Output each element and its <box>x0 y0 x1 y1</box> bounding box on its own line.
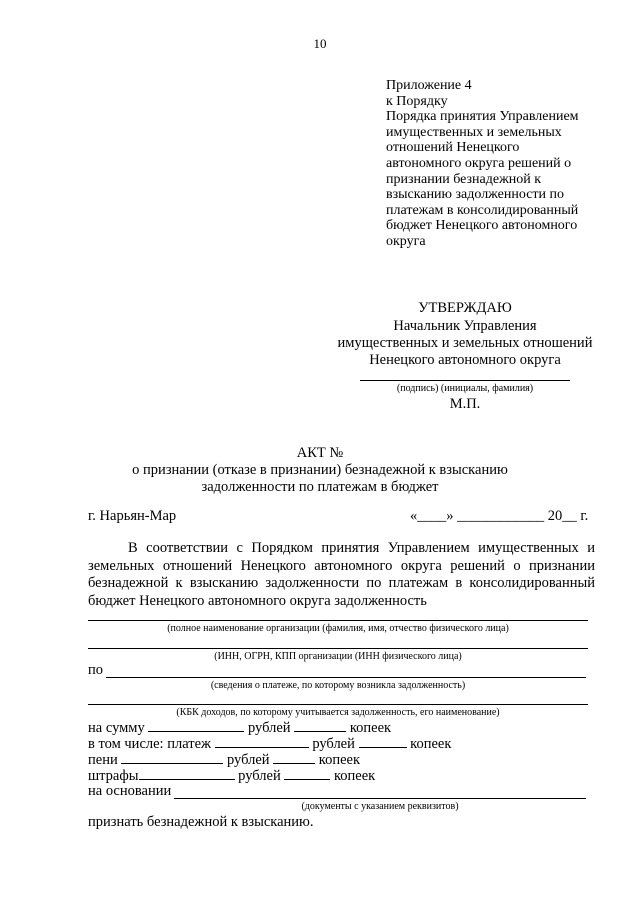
approve-department: имущественных и земельных отношений <box>337 335 593 351</box>
sum-row <box>88 719 391 736</box>
appendix-line: взысканию задолженности по <box>386 187 565 203</box>
kbk-line <box>88 704 588 705</box>
conclusion: признать безнадежной к взысканию. <box>88 814 314 830</box>
kop-label: копеек <box>349 720 392 736</box>
penalty-label: пени <box>88 752 118 768</box>
incl-payment-label: в том числе: платеж <box>88 736 212 752</box>
penalty-rub-field <box>121 751 223 764</box>
approve-title: УТВЕРЖДАЮ <box>418 300 512 316</box>
appendix-line: Порядка принятия Управлением <box>386 109 579 125</box>
payment-caption: (сведения о платеже, по которому возникла задолженность) <box>210 680 466 691</box>
signature-caption: (подпись) (инициалы, фамилия) <box>396 383 534 394</box>
appendix-line: к Порядку <box>386 93 448 109</box>
appendix-line: автономного округа решений о <box>386 155 572 171</box>
approve-position: Начальник Управления <box>393 318 537 334</box>
appendix-line: признании безнадежной к <box>386 171 542 187</box>
fines-kop-field <box>284 767 330 780</box>
rub-label: рублей <box>312 736 355 752</box>
basis-label: на основании <box>88 783 172 799</box>
stamp-place: М.П. <box>449 396 481 412</box>
signature-line <box>360 380 570 381</box>
fines-rub-field <box>139 767 235 780</box>
fines-label: штрафы <box>88 768 139 784</box>
sum-rub-field <box>148 719 244 732</box>
sum-label: на сумму <box>88 720 145 736</box>
payment-row <box>88 735 451 752</box>
penalty-kop-field <box>273 751 315 764</box>
appendix-line: имущественных и земельных <box>386 124 562 140</box>
kop-label: копеек <box>318 752 361 768</box>
inn-line <box>88 648 588 649</box>
kop-label: копеек <box>410 736 452 752</box>
appendix-block <box>386 78 626 250</box>
po-label: по <box>88 662 104 678</box>
payment-rub-field <box>215 735 309 748</box>
basis-line <box>174 798 586 799</box>
payment-line <box>106 677 586 678</box>
inn-caption: (ИНН, ОГРН, КПП организации (ИНН физического лица) <box>214 651 462 662</box>
payment-kop-field <box>359 735 407 748</box>
rub-label: рублей <box>247 720 291 736</box>
appendix-line: Приложение 4 <box>386 78 472 93</box>
penalty-row <box>88 751 360 768</box>
act-title: АКТ № <box>296 445 344 461</box>
main-paragraph <box>88 540 595 610</box>
appendix-line: бюджет Ненецкого автономного <box>386 218 578 234</box>
act-subtitle: задолженности по платежам в бюджет <box>201 479 439 495</box>
appendix-line: отношений Ненецкого <box>386 140 520 156</box>
page-number: 10 <box>313 36 327 51</box>
kbk-caption: (КБК доходов, по которому учитывается задолженность, его наименование) <box>176 707 500 718</box>
approve-region: Ненецкого автономного округа <box>369 352 561 368</box>
org-name-line <box>88 620 588 621</box>
paragraph-text: В соответствии с Порядком принятия Управлением имущественных и земельных отношений Ненецкого автономного округа решений о признании безнадежной к взысканию задолженности по платежам в консолидированный бюджет Ненецкого автономного округа задолженность <box>88 540 595 609</box>
sum-kop-field <box>294 719 346 732</box>
rub-label: рублей <box>238 768 281 784</box>
city: г. Нарьян-Мар <box>88 508 177 524</box>
kop-label: копеек <box>333 768 376 784</box>
date-field: «____» ____________ 20__ г. <box>410 508 589 524</box>
act-subtitle: о признании (отказе в признании) безнадежной к взысканию <box>132 462 508 478</box>
fines-row <box>88 767 375 784</box>
appendix-line: округа <box>386 233 426 249</box>
documents-caption: (документы с указанием реквизитов) <box>301 801 459 812</box>
org-name-caption: (полное наименование организации (фамилия, имя, отчество физического лица) <box>167 623 509 634</box>
rub-label: рублей <box>226 752 270 768</box>
appendix-line: платежам в консолидированный <box>386 202 579 218</box>
